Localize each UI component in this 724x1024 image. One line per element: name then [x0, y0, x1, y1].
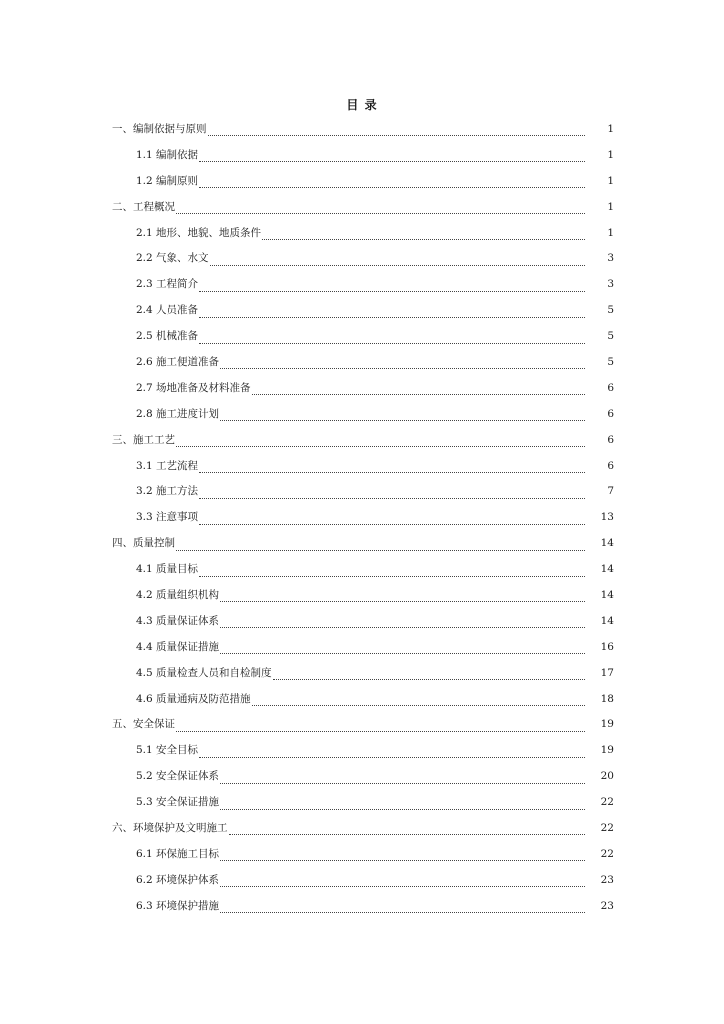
toc-page-number: 20 [600, 770, 614, 783]
toc-entry-label: 2.2 气象、水文 [136, 252, 209, 265]
toc-subsection-entry[interactable] [0, 586, 614, 612]
toc-subsection-entry[interactable] [0, 560, 614, 586]
toc-subsection-entry[interactable] [0, 249, 614, 275]
toc-subsection-entry[interactable] [0, 690, 614, 716]
toc-dot-leader [220, 601, 585, 602]
toc-dot-leader [176, 446, 585, 447]
toc-subsection-entry[interactable] [0, 457, 614, 483]
toc-page-number: 18 [600, 692, 614, 705]
toc-entry-label: 1.1 编制依据 [136, 148, 199, 161]
toc-dot-leader [220, 809, 585, 810]
toc-dot-leader [199, 498, 585, 499]
toc-dot-leader [220, 627, 585, 628]
toc-dot-leader [252, 394, 585, 395]
toc-subsection-entry[interactable] [0, 845, 614, 871]
toc-page-number: 1 [607, 123, 614, 135]
toc-dot-leader [220, 420, 585, 421]
toc-entry-label: 4.1 质量目标 [136, 563, 199, 576]
toc-page-number: 3 [607, 252, 614, 265]
toc-page-number: 14 [600, 537, 614, 550]
toc-entry-label: 4.6 质量通病及防范措施 [136, 692, 251, 705]
toc-subsection-entry[interactable] [0, 638, 614, 664]
toc-dot-leader [199, 576, 585, 577]
toc-dot-leader [199, 317, 585, 318]
toc-section-entry[interactable] [0, 715, 614, 741]
toc-dot-leader [252, 705, 585, 706]
toc-entry-label: 1.2 编制原则 [136, 174, 199, 187]
toc-page-number: 6 [607, 381, 614, 394]
toc-dot-leader [273, 679, 585, 680]
toc-subsection-entry[interactable] [0, 172, 614, 198]
toc-subsection-entry[interactable] [0, 767, 614, 793]
toc-dot-leader [176, 550, 585, 551]
toc-entry-label: 2.8 施工进度计划 [136, 407, 220, 420]
toc-dot-leader [220, 368, 585, 369]
toc-section-entry[interactable] [0, 534, 614, 560]
table-of-contents [0, 120, 724, 923]
toc-page-number: 5 [607, 330, 614, 343]
toc-entry-label: 2.4 人员准备 [136, 304, 199, 317]
toc-dot-leader [220, 653, 585, 654]
toc-dot-leader [220, 912, 585, 913]
toc-entry-label: 2.1 地形、地貌、地质条件 [136, 226, 262, 239]
toc-entry-label: 二、工程概况 [112, 200, 175, 213]
toc-section-entry[interactable] [0, 120, 614, 146]
toc-dot-leader [199, 524, 585, 525]
toc-section-entry[interactable] [0, 431, 614, 457]
toc-dot-leader [220, 886, 585, 887]
toc-page-number: 23 [600, 873, 614, 886]
toc-entry-label: 5.3 安全保证措施 [136, 796, 220, 809]
toc-page-number: 17 [600, 666, 614, 679]
toc-page-number: 6 [607, 459, 614, 472]
toc-subsection-entry[interactable] [0, 224, 614, 250]
toc-dot-leader [229, 834, 586, 835]
toc-dot-leader [199, 161, 585, 162]
toc-entry-label: 四、质量控制 [112, 537, 175, 550]
toc-page-number: 22 [600, 796, 614, 809]
toc-page-number: 22 [600, 847, 614, 860]
toc-dot-leader [210, 265, 585, 266]
toc-entry-label: 2.7 场地准备及材料准备 [136, 381, 251, 394]
toc-subsection-entry[interactable] [0, 405, 614, 431]
toc-page-number: 23 [600, 899, 614, 912]
toc-entry-label: 5.1 安全目标 [136, 744, 199, 757]
toc-dot-leader [199, 757, 585, 758]
toc-page-number: 19 [600, 744, 614, 757]
toc-section-entry[interactable] [0, 819, 614, 845]
toc-page-number: 14 [600, 589, 614, 602]
toc-subsection-entry[interactable] [0, 353, 614, 379]
toc-entry-label: 3.3 注意事项 [136, 511, 199, 524]
toc-page-number: 22 [600, 822, 614, 835]
toc-page-number: 6 [607, 433, 614, 446]
page-title: 目 录 [346, 98, 378, 112]
toc-dot-leader [220, 783, 585, 784]
toc-page-number: 5 [607, 356, 614, 369]
toc-page-number: 1 [607, 174, 614, 187]
toc-entry-label: 6.2 环境保护体系 [136, 873, 220, 886]
toc-dot-leader [220, 860, 585, 861]
toc-dot-leader [199, 472, 585, 473]
toc-entry-label: 2.6 施工便道准备 [136, 356, 220, 369]
toc-page-number: 14 [600, 563, 614, 576]
toc-section-entry[interactable] [0, 198, 614, 224]
toc-dot-leader [262, 239, 585, 240]
toc-entry-label: 4.3 质量保证体系 [136, 614, 220, 627]
toc-page-number: 7 [607, 485, 614, 498]
toc-entry-label: 五、安全保证 [112, 718, 175, 731]
toc-subsection-entry[interactable] [0, 508, 614, 534]
toc-page-number: 1 [607, 148, 614, 161]
toc-entry-label: 一、编制依据与原则 [112, 123, 207, 135]
toc-entry-label: 6.3 环境保护措施 [136, 899, 220, 912]
toc-page-number: 13 [600, 511, 614, 524]
toc-entry-label: 3.2 施工方法 [136, 485, 199, 498]
toc-subsection-entry[interactable] [0, 482, 614, 508]
toc-subsection-entry[interactable] [0, 612, 614, 638]
toc-page-number: 16 [600, 640, 614, 653]
toc-subsection-entry[interactable] [0, 275, 614, 301]
toc-entry-label: 六、环境保护及文明施工 [112, 822, 228, 835]
toc-subsection-entry[interactable] [0, 301, 614, 327]
toc-subsection-entry[interactable] [0, 379, 614, 405]
toc-subsection-entry[interactable] [0, 741, 614, 767]
toc-dot-leader [199, 343, 585, 344]
toc-entry-label: 5.2 安全保证体系 [136, 770, 220, 783]
toc-subsection-entry[interactable] [0, 327, 614, 353]
toc-page-number: 14 [600, 614, 614, 627]
toc-page-number: 5 [607, 304, 614, 317]
toc-entry-label: 4.4 质量保证措施 [136, 640, 220, 653]
toc-subsection-entry[interactable] [0, 664, 614, 690]
toc-subsection-entry[interactable] [0, 146, 614, 172]
toc-page-number: 1 [607, 200, 614, 213]
toc-entry-label: 4.2 质量组织机构 [136, 589, 220, 602]
toc-dot-leader [208, 135, 586, 136]
toc-entry-label: 3.1 工艺流程 [136, 459, 199, 472]
toc-entry-label: 三、施工工艺 [112, 433, 175, 446]
toc-dot-leader [176, 213, 585, 214]
toc-subsection-entry[interactable] [0, 897, 614, 923]
toc-entry-label: 2.5 机械准备 [136, 330, 199, 343]
toc-entry-label: 2.3 工程简介 [136, 278, 199, 291]
toc-page-number: 3 [607, 278, 614, 291]
toc-page-number: 6 [607, 407, 614, 420]
toc-entry-label: 6.1 环保施工目标 [136, 847, 220, 860]
toc-subsection-entry[interactable] [0, 793, 614, 819]
toc-page-number: 1 [607, 226, 614, 239]
toc-subsection-entry[interactable] [0, 871, 614, 897]
toc-page-number: 19 [600, 718, 614, 731]
toc-dot-leader [199, 187, 585, 188]
toc-entry-label: 4.5 质量检查人员和自检制度 [136, 666, 272, 679]
toc-dot-leader [199, 291, 585, 292]
toc-dot-leader [176, 731, 585, 732]
